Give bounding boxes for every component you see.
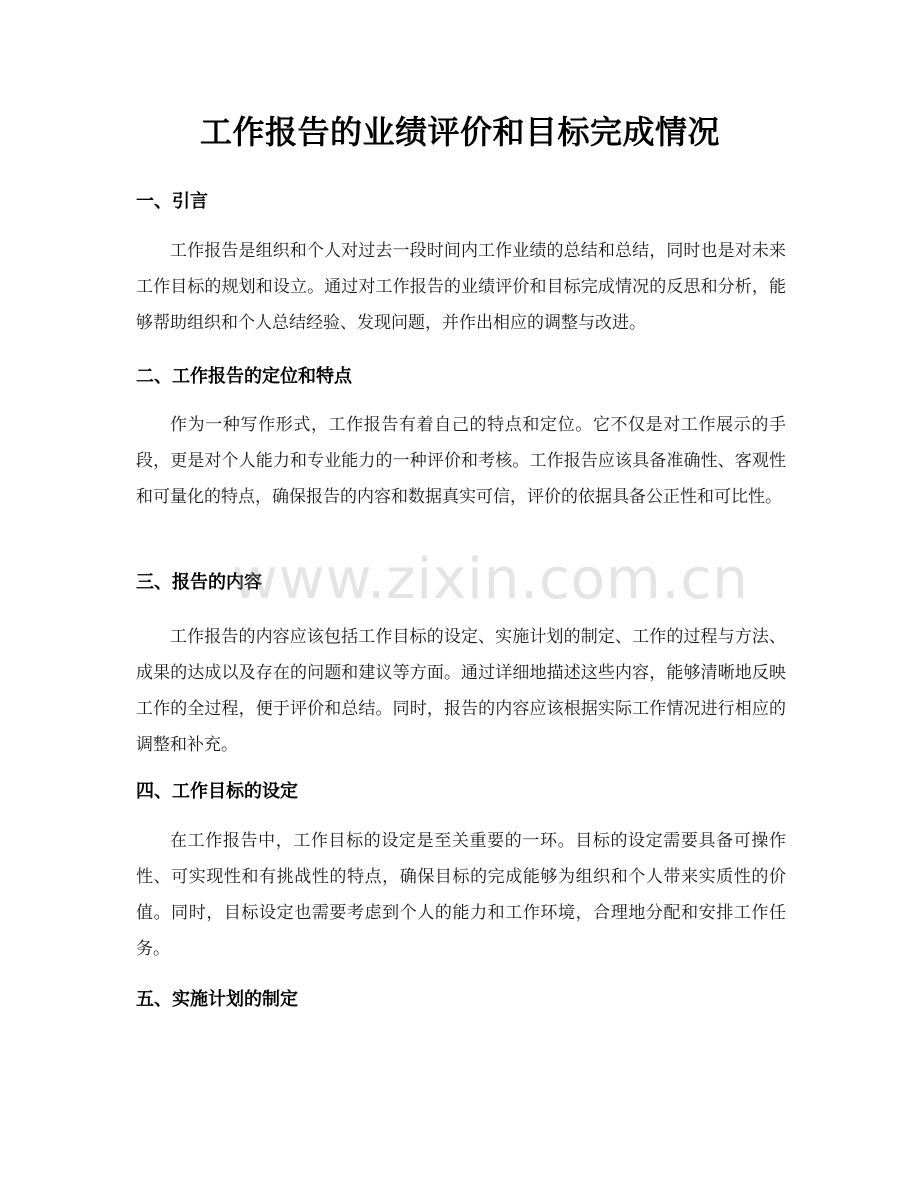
section-paragraph-positioning: 作为一种写作形式，工作报告有着自己的特点和定位。它不仅是对工作展示的手段，更是对个人能力和专业能力的一种评价和考核。工作报告应该具备准确性、客观性和可量化的特点，确保报告的内容和数据真实可信，评价的依据具备公正性和可比性。: [136, 415, 786, 507]
section-paragraph-goal-setting: 在工作报告中，工作目标的设定是至关重要的一环。目标的设定需要具备可操作性、可实现性和有挑战性的特点，确保目标的完成能够为组织和个人带来实质性的价值。同时，目标设定也需要考虑到个人的能力和工作环境，合理地分配和安排工作任务。: [136, 831, 786, 959]
section-heading-intro: 一、引言: [136, 191, 208, 212]
watermark: www.zixin.com.cn: [232, 547, 749, 612]
section-paragraph-intro: 工作报告是组织和个人对过去一段时间内工作业绩的总结和总结，同时也是对未来工作目标的规划和设立。通过对工作报告的业绩评价和目标完成情况的反思和分析，能够帮助组织和个人总结经验、发现问题，并作出相应的调整与改进。: [136, 241, 786, 333]
section-paragraph-content: 工作报告的内容应该包括工作目标的设定、实施计划的制定、工作的过程与方法、成果的达成以及存在的问题和建议等方面。通过详细地描述这些内容，能够清晰地反映工作的全过程，便于评价和总结。同时，报告的内容应该根据实际工作情况进行相应的调整和补充。: [136, 627, 786, 755]
section-heading-plan: 五、实施计划的制定: [136, 989, 298, 1010]
section-heading-positioning: 二、工作报告的定位和特点: [136, 366, 352, 387]
section-heading-goal-setting: 四、工作目标的设定: [136, 781, 298, 802]
section-heading-content: 三、报告的内容: [136, 572, 262, 593]
document-title: 工作报告的业绩评价和目标完成情况: [199, 113, 720, 151]
